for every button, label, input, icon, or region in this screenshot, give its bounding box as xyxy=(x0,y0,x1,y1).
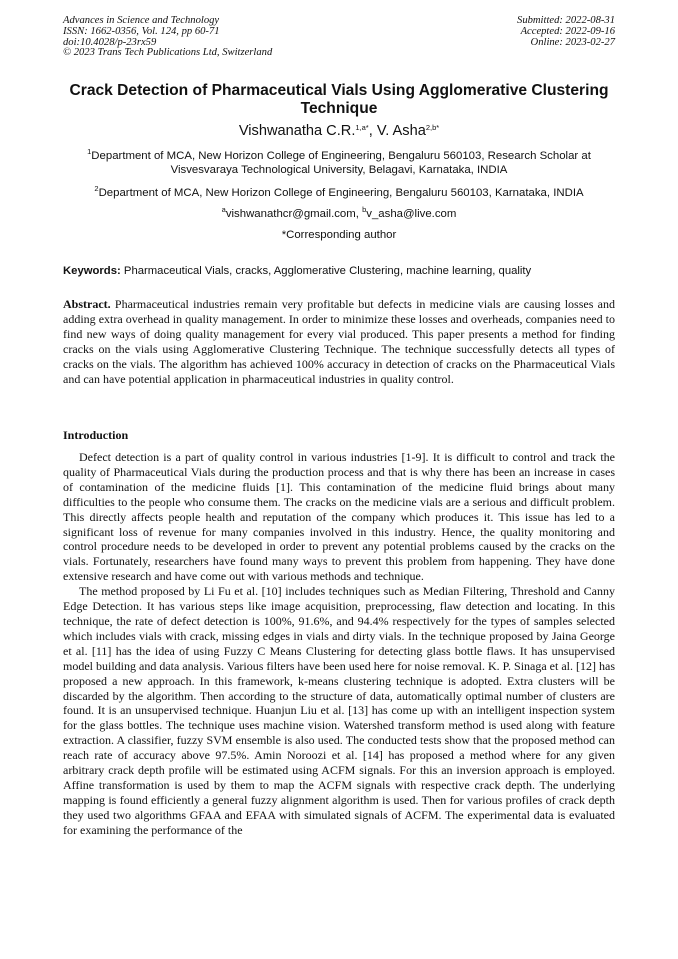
abstract-label: Abstract. xyxy=(63,297,111,311)
issn-line: ISSN: 1662-0356, Vol. 124, pp 60-71 xyxy=(63,25,220,37)
author-list xyxy=(63,122,615,140)
introduction-body xyxy=(63,450,615,838)
email-link[interactable]: vishwanathcr@gmail.com, xyxy=(225,208,363,220)
paragraph: Defect detection is a part of quality control in various industries [1-9]. It is difficult to control and track the quality of Pharmaceutical Vials during the production process and that is why there has been an increase in cases of contamination of the medicine fluids [1]. This contamination of the medicine fluid brings about many difficulties to the people who consume them. The cracks on the medicine vials are a serious and difficult problem. This directly affects people health and reputation of the company which produces it. This issue has led to a significant loss of revenue for many companies involved in this industry. Hence, the quality monitoring and control procedure needs to be developed in order to prevent any potential problems caused by the cracks on the vials. Fortunately, researchers have found many ways to prevent this problem from happening. They have done extensive research and have come out with various methods and technique. xyxy=(63,450,615,584)
affiliation-2 xyxy=(63,186,615,200)
accepted-date: Accepted: 2022-09-16 xyxy=(520,25,615,37)
abstract xyxy=(63,297,615,386)
paragraph: The method proposed by Li Fu et al. [10] includes techniques such as Median Filtering, Threshold and Canny Edge Detection. It has various steps like image acquisition, preprocessing, flaw detection and locating. In this technique, the rate of defect detection is 100%, 91.6%, and 94.4% respectively for the types of samples selected which includes vials with crack, missing edges in vials and dirty vials. In the technique proposed by Jaina George et al. [11] has the idea of using Fuzzy C Means Clustering for detecting glass bottle flaws. It has unsupervised model building and data analysis. Various filters have been used here for noise removal. K. P. Sinaga et al. [12] has proposed a new approach. In this framework, k-means clustering technique is adopted. Extra clusters will be discarded by the algorithm. Then according to the structure of data, automatically optimal number of clusters are found. It is an unsupervised technique. Huanjun Liu et al. [13] has come up with an intelligent inspection system for the glass bottles. The technique uses machine vision. Watershed transform method is used along with feature extraction. A classifier, fuzzy SVM ensemble is also used. The conducted tests show that the proposed method can reach rate of accuracy above 97.5%. Amin Noroozi et al. [14] has proposed a method where for any given arbitrary crack depth profile will be estimated using ACFM signals. For this an inversion approach is employed. Affine transformation is used by them to map the ACFM signals with respective crack depth. The underlying mapping is found efficiently a general fuzzy alignment algorithm is used. Then for various profiles of crack depth they used two algorithms GFAA and EFAA with simulated signals of ACFM. The experimental data is evaluated for examining the performance of the xyxy=(63,584,615,837)
affiliation-number: 2 xyxy=(94,184,99,193)
affiliation-text: Department of MCA, New Horizon College of Engineering, Bengaluru 560103, Karnataka, INDIA xyxy=(98,187,584,199)
doi-line[interactable]: doi:10.4028/p-23rx59 xyxy=(63,36,157,48)
affiliation-number: 1 xyxy=(87,147,92,156)
paper-title: Crack Detection of Pharmaceutical Vials Using Agglomerative Clustering Technique xyxy=(69,82,609,117)
email-mark: b xyxy=(362,205,367,214)
author-name: V. Asha xyxy=(376,123,426,139)
copyright-line: © 2023 Trans Tech Publications Ltd, Switzerland xyxy=(63,47,273,59)
online-date: Online: 2023-02-27 xyxy=(530,36,615,48)
keywords-label: Keywords: xyxy=(63,265,121,277)
author-separator: , xyxy=(368,123,377,139)
abstract-text: Pharmaceutical industries remain very profitable but defects in medicine vials are causing losses and adding extra overhead in quality management. In order to minimize these losses and overheads, companies need to find new ways of doing quality management for every vial produced. This paper presents a method for finding cracks on the vials using Agglomerative Clustering Technique. The technique successfully detects all types of cracks on the vials. The algorithm has achieved 100% accuracy in detection of cracks on the Pharmaceutical Vials and can have potential application in pharmaceutical industries in quality control. xyxy=(63,297,615,386)
journal-name: Advances in Science and Technology xyxy=(63,15,220,26)
email-mark: a xyxy=(221,205,226,214)
email-link[interactable]: v_asha@live.com xyxy=(366,208,457,220)
author-affiliation-mark: 1,a* xyxy=(355,123,369,132)
corresponding-author-note: *Corresponding author xyxy=(281,229,397,241)
section-heading-introduction: Introduction xyxy=(63,428,129,442)
submitted-date: Submitted: 2022-08-31 xyxy=(517,15,615,26)
keywords xyxy=(63,264,615,278)
keywords-text: Pharmaceutical Vials, cracks, Agglomerative Clustering, machine learning, quality xyxy=(120,265,532,277)
author-name: Vishwanatha C.R. xyxy=(238,123,356,139)
author-affiliation-mark: 2,b* xyxy=(425,123,440,132)
affiliation-text: Department of MCA, New Horizon College of Engineering, Bengaluru 560103, Research Scholar at Visvesvaraya Technological University, Belagavi, Karnataka, INDIA xyxy=(91,150,591,176)
affiliation-1 xyxy=(63,149,615,177)
dates-header xyxy=(517,16,615,48)
author-emails xyxy=(63,207,615,221)
journal-header xyxy=(63,16,272,59)
